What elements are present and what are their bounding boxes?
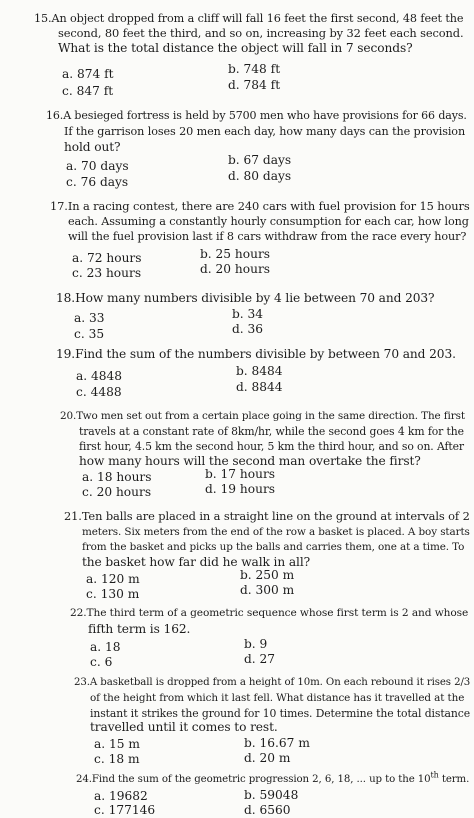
question-stem-line: how many hours will the second man overtake the first? [79,454,421,468]
option-a[interactable]: a. 19682 [94,789,148,803]
question-stem-line: 15.An object dropped from a cliff will fall 16 feet the first second, 48 feet the [34,12,464,25]
question-stem-line: 17.In a racing contest, there are 240 cars with fuel provision for 15 hours [50,199,470,213]
option-c[interactable]: c. 20 hours [82,485,152,499]
option-b[interactable]: b. 250 m [240,568,295,582]
option-c[interactable]: c. 6 [90,655,113,669]
option-d[interactable]: d. 36 [232,322,264,336]
question-stem-line: If the garrison loses 20 men each day, how many days can the provision [64,125,466,138]
question-stem-line: first hour, 4.5 km the second hour, 5 km the third hour, and so on. After [79,440,464,453]
option-c[interactable]: c. 18 m [94,752,140,766]
option-d[interactable]: d. 20 m [244,751,291,765]
option-c[interactable]: c. 23 hours [72,266,142,280]
question-stem-line: 20.Two men set out from a certain place going in the same direction. The first [60,410,465,422]
option-c[interactable]: c. 4488 [76,385,122,399]
option-a[interactable]: a. 4848 [76,369,123,383]
question-stem-line: will the fuel provision last if 8 cars withdraw from the race every hour? [68,230,467,243]
option-c[interactable]: c. 177146 [94,803,156,817]
option-d[interactable]: d. 20 hours [200,262,271,276]
option-b[interactable]: b. 25 hours [200,247,271,261]
superscript: th [430,770,439,780]
option-a[interactable]: a. 33 [74,311,105,325]
option-a[interactable]: a. 120 m [86,572,140,586]
option-b[interactable]: b. 16.67 m [244,736,310,750]
question-stem-line: 22.The third term of a geometric sequence whose first term is 2 and whose [70,607,469,619]
question-stem-line: travels at a constant rate of 8km/hr, while the second goes 4 km for the [79,425,464,438]
option-b[interactable]: b. 748 ft [228,62,281,76]
option-c[interactable]: c. 35 [74,327,105,341]
option-c[interactable]: c. 76 days [66,175,129,189]
option-d[interactable]: d. 6560 [244,803,291,817]
question-stem-line: from the basket and picks up the balls and carries them, one at a time. To [82,541,465,553]
question-stem-line: the basket how far did he walk in all? [82,555,311,569]
option-a[interactable]: a. 874 ft [62,67,114,81]
option-b[interactable]: b. 9 [244,637,268,651]
option-d[interactable]: d. 300 m [240,583,295,597]
option-d[interactable]: d. 80 days [228,169,292,183]
option-a[interactable]: a. 18 [90,640,121,654]
question-stem-line [76,772,469,788]
question-stem-line: 19.Find the sum of the numbers divisible by between 70 and 203. [56,347,456,361]
question-stem-line: meters. Six meters from the end of the row a basket is placed. A boy starts [82,526,470,538]
option-a[interactable]: a. 70 days [66,159,129,173]
option-a[interactable]: a. 15 m [94,737,140,751]
option-d[interactable]: d. 27 [244,652,276,666]
question-stem-line: instant it strikes the ground for 10 times. Determine the total distance [90,707,470,720]
question-stem-line: travelled until it comes to rest. [90,720,278,734]
option-a[interactable]: a. 18 hours [82,470,152,484]
question-stem-line: 16.A besieged fortress is held by 5700 men who have provisions for 66 days. [46,109,467,122]
question-stem-line: 21.Ten balls are placed in a straight line on the ground at intervals of 2 [64,509,470,523]
option-c[interactable]: c. 847 ft [62,84,114,98]
option-d[interactable]: d. 19 hours [205,482,276,496]
option-b[interactable]: b. 8484 [236,364,283,378]
question-stem-line: second, 80 feet the third, and so on, increasing by 32 feet each second. [58,26,464,40]
question-stem-line: of the height from which it last fell. What distance has it travelled at the [90,692,465,704]
option-b[interactable]: b. 59048 [244,788,299,802]
option-b[interactable]: b. 17 hours [205,467,276,481]
option-b[interactable]: b. 34 [232,307,264,321]
question-stem-text: term. [438,774,470,785]
option-d[interactable]: d. 8844 [236,380,283,394]
question-stem-line: hold out? [64,140,121,154]
option-a[interactable]: a. 72 hours [72,251,142,265]
question-stem-text: 24.Find the sum of the geometric progression 2, 6, 18, ... up to the 10 [76,774,431,785]
option-c[interactable]: c. 130 m [86,587,140,601]
question-stem-line: What is the total distance the object will fall in 7 seconds? [58,41,413,55]
question-stem-line: 18.How many numbers divisible by 4 lie between 70 and 203? [56,291,435,305]
question-stem-line: 23.A basketball is dropped from a height of 10m. On each rebound it rises 2/3 [74,677,471,688]
question-stem-line: each. Assuming a constantly hourly consumption for each car, how long [68,215,469,228]
question-stem-line: fifth term is 162. [88,622,191,636]
option-b[interactable]: b. 67 days [228,153,292,167]
option-d[interactable]: d. 784 ft [228,78,281,92]
